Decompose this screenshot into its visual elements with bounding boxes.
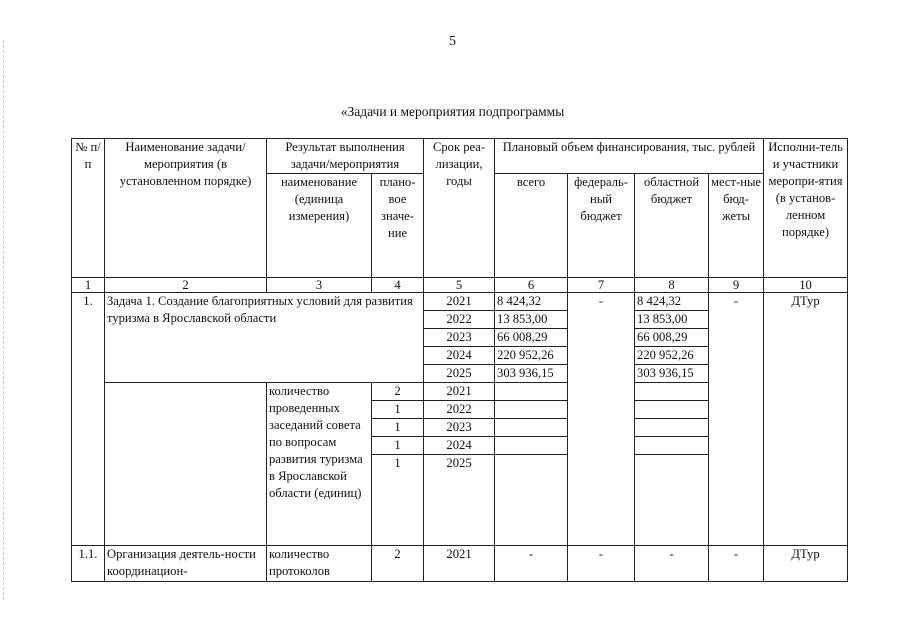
document-title: «Задачи и мероприятия подпрограммы xyxy=(340,104,565,119)
page-number: 5 xyxy=(449,34,456,49)
federal-cell: - xyxy=(568,293,635,546)
regional-cell xyxy=(635,383,709,401)
column-numbers-row xyxy=(72,278,848,293)
regional-cell xyxy=(635,437,709,455)
item-name: Организация деятель-ности координацион- xyxy=(105,546,267,582)
total-cell: 13 853,00 xyxy=(495,311,568,329)
year-cell: 2024 xyxy=(424,347,495,365)
local-cell: - xyxy=(709,293,764,546)
total-cell: 8 424,32 xyxy=(495,293,568,311)
task-number: 1. xyxy=(72,293,105,546)
program-tasks-table xyxy=(71,138,848,582)
regional-cell: 303 936,15 xyxy=(635,365,709,383)
federal-cell: - xyxy=(568,546,635,582)
header-result-name: наименование (единица измерения) xyxy=(267,174,372,278)
total-cell xyxy=(495,383,568,401)
plan-cell: 2 xyxy=(372,383,424,401)
item-number: 1.1. xyxy=(72,546,105,582)
col-number: 1 xyxy=(72,278,105,293)
empty-name-cell xyxy=(105,383,267,546)
executor-cell: ДТур xyxy=(764,546,848,582)
header-local: мест-ные бюд-жеты xyxy=(709,174,764,278)
regional-cell: 8 424,32 xyxy=(635,293,709,311)
total-cell xyxy=(495,455,568,546)
indicator-name: количество протоколов xyxy=(267,546,372,582)
col-number: 10 xyxy=(764,278,848,293)
header-executor: Исполни-тель и участники меропри-ятия (в установ-ленном порядке) xyxy=(764,139,848,278)
task-name: Задача 1. Создание благоприятных условий для развития туризма в Ярославской области xyxy=(105,293,424,383)
header-federal: федераль-ный бюджет xyxy=(568,174,635,278)
header-result: Результат выполнения задачи/мероприятия xyxy=(267,139,424,174)
regional-cell: 13 853,00 xyxy=(635,311,709,329)
col-number: 2 xyxy=(105,278,267,293)
year-cell: 2025 xyxy=(424,455,495,546)
header-no: № п/п xyxy=(72,139,105,278)
header-result-plan: плано-вое значе-ние xyxy=(372,174,424,278)
executor-cell: ДТур xyxy=(764,293,848,546)
total-cell xyxy=(495,419,568,437)
col-number: 9 xyxy=(709,278,764,293)
year-cell: 2021 xyxy=(424,546,495,582)
year-cell: 2024 xyxy=(424,437,495,455)
plan-cell: 1 xyxy=(372,455,424,546)
header-finance: Плановый объем финансирования, тыс. рублей xyxy=(495,139,764,174)
col-number: 5 xyxy=(424,278,495,293)
header-name: Наименование задачи/мероприятия (в установленном порядке) xyxy=(105,139,267,278)
local-cell: - xyxy=(709,546,764,582)
regional-cell xyxy=(635,419,709,437)
table-row xyxy=(72,546,848,582)
year-cell: 2021 xyxy=(424,293,495,311)
plan-cell: 1 xyxy=(372,437,424,455)
header-total: всего xyxy=(495,174,568,278)
regional-cell: 66 008,29 xyxy=(635,329,709,347)
total-cell xyxy=(495,401,568,419)
regional-cell xyxy=(635,401,709,419)
page-edge-mark xyxy=(3,40,5,600)
regional-cell: - xyxy=(635,546,709,582)
col-number: 4 xyxy=(372,278,424,293)
total-cell: 220 952,26 xyxy=(495,347,568,365)
year-cell: 2022 xyxy=(424,311,495,329)
year-cell: 2022 xyxy=(424,401,495,419)
header-regional: областной бюджет xyxy=(635,174,709,278)
plan-cell: 1 xyxy=(372,401,424,419)
header-term: Срок реа-лизации, годы xyxy=(424,139,495,278)
col-number: 6 xyxy=(495,278,568,293)
table-row xyxy=(72,293,848,311)
col-number: 7 xyxy=(568,278,635,293)
total-cell: - xyxy=(495,546,568,582)
col-number: 8 xyxy=(635,278,709,293)
year-cell: 2023 xyxy=(424,329,495,347)
indicator-name: количество проведенных заседаний совета по вопросам развития туризма в Ярославской области (единиц) xyxy=(267,383,372,546)
total-cell xyxy=(495,437,568,455)
header-row-1 xyxy=(72,139,848,174)
plan-cell: 1 xyxy=(372,419,424,437)
year-cell: 2023 xyxy=(424,419,495,437)
total-cell: 66 008,29 xyxy=(495,329,568,347)
col-number: 3 xyxy=(267,278,372,293)
year-cell: 2025 xyxy=(424,365,495,383)
year-cell: 2021 xyxy=(424,383,495,401)
regional-cell: 220 952,26 xyxy=(635,347,709,365)
total-cell: 303 936,15 xyxy=(495,365,568,383)
regional-cell xyxy=(635,455,709,546)
plan-cell: 2 xyxy=(372,546,424,582)
